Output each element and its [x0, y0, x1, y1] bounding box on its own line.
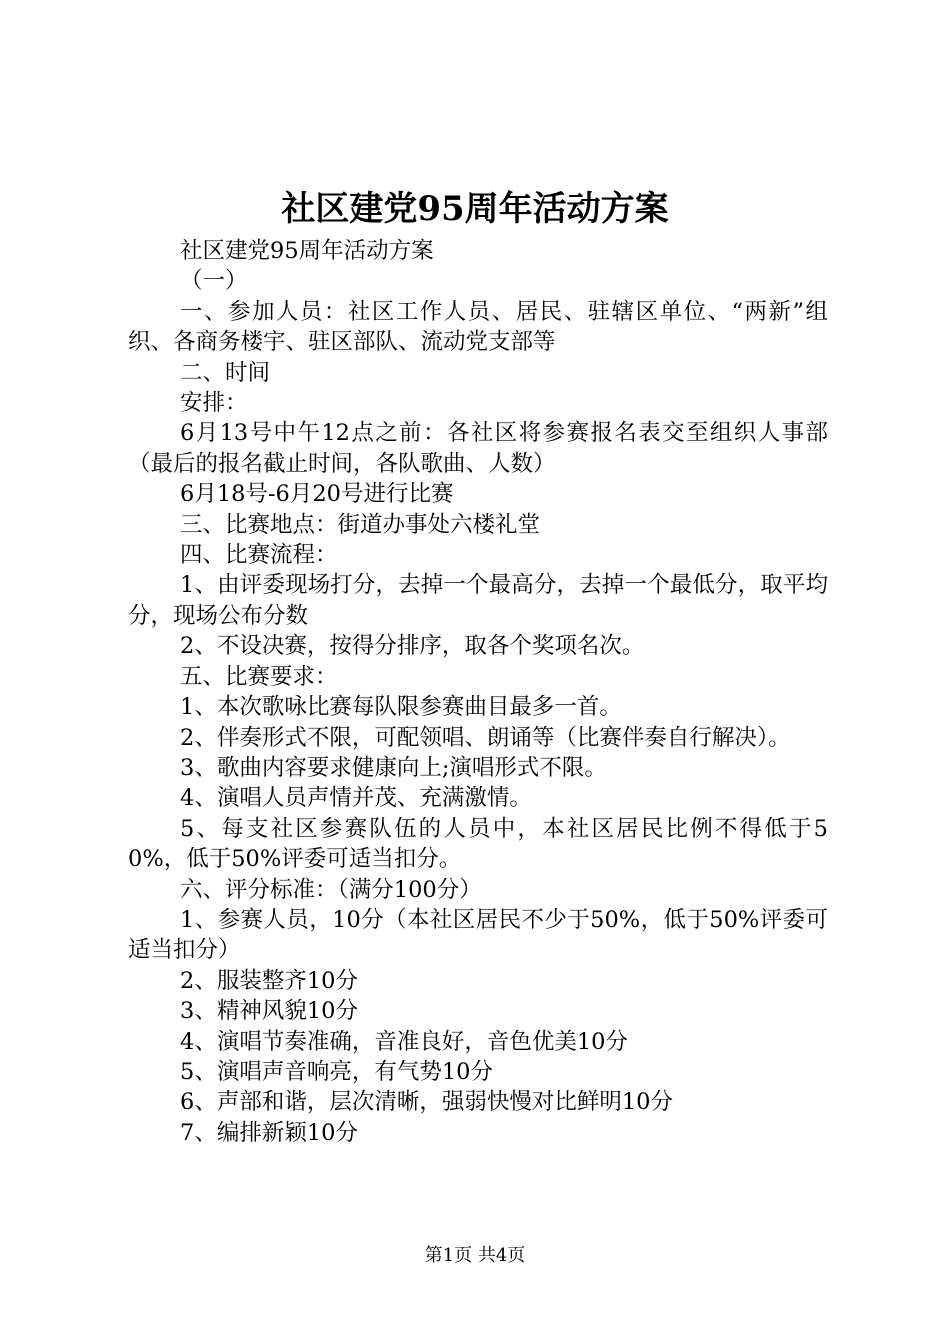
- paragraph: 二、时间: [180, 359, 271, 386]
- page-footer: 第1页 共4页: [424, 1245, 526, 1266]
- paragraph: 6月13号中午12点之前：各社区将参赛报名表交至组织人事部（最后的报名截止时间，各队歌曲、人数）: [128, 420, 828, 477]
- paragraph: 6、声部和谐，层次清晰，强弱快慢对比鲜明10分: [180, 1089, 673, 1116]
- paragraph: 安排：: [180, 390, 248, 417]
- paragraph: 1、由评委现场打分，去掉一个最高分，去掉一个最低分，取平均分，现场公布分数: [128, 572, 828, 629]
- paragraph: 5、每支社区参赛队伍的人员中，本社区居民比例不得低于50%，低于50%评委可适当扣分。: [128, 815, 828, 873]
- paragraph: 2、服装整齐10分: [180, 967, 358, 994]
- paragraph: 2、不设决赛，按得分排序，取各个奖项名次。: [180, 633, 645, 660]
- paragraph: 1、参赛人员，10分（本社区居民不少于50%，低于50%评委可适当扣分）: [128, 906, 828, 964]
- paragraph: （一）: [180, 268, 248, 295]
- paragraph: 6月18号-6月20号进行比赛: [180, 481, 454, 508]
- document-body: [128, 236, 828, 1148]
- paragraph: 三、比赛地点：街道办事处六楼礼堂: [180, 511, 541, 538]
- paragraph: 一、参加人员：社区工作人员、居民、驻辖区单位、“两新”组织、各商务楼宇、驻区部队、流动党支部等: [128, 298, 828, 356]
- paragraph: 六、评分标准：（满分100分）: [180, 876, 482, 903]
- document-title: 社区建党95周年活动方案: [281, 189, 669, 229]
- paragraph: 四、比赛流程：: [180, 542, 338, 569]
- paragraph: 2、伴奏形式不限，可配领唱、朗诵等（比赛伴奏自行解决）。: [180, 724, 791, 751]
- paragraph: 五、比赛要求：: [180, 663, 338, 690]
- paragraph: 3、精神风貌10分: [180, 998, 358, 1025]
- paragraph: 7、编排新颖10分: [180, 1119, 358, 1146]
- paragraph: 4、演唱节奏准确，音准良好，音色优美10分: [180, 1028, 628, 1055]
- paragraph: 1、本次歌咏比赛每队限参赛曲目最多一首。: [180, 694, 622, 721]
- paragraph: 社区建党95周年活动方案: [180, 238, 434, 264]
- paragraph: 4、演唱人员声情并茂、充满激情。: [180, 785, 532, 812]
- paragraph: 5、演唱声音响亮，有气势10分: [180, 1058, 493, 1085]
- paragraph: 3、歌曲内容要求健康向上;演唱形式不限。: [180, 754, 607, 781]
